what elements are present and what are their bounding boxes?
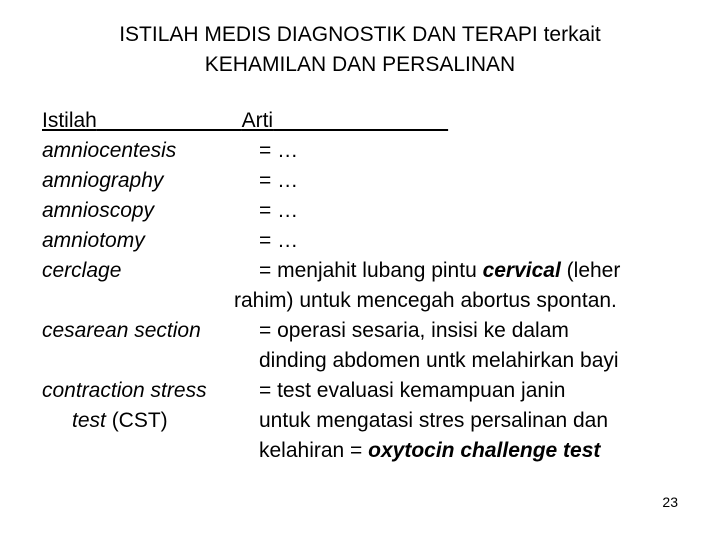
term-amniocentesis: amniocentesis (42, 139, 177, 162)
definition-cerclage-line-1 (259, 256, 620, 286)
term-amniography: amniography (42, 169, 164, 192)
slide-title (0, 20, 720, 80)
definition-cst-line-3 (259, 436, 600, 466)
definition-cst-line-3-pre: kelahiran = (259, 439, 369, 462)
term-cst-test-word: test (72, 409, 106, 432)
definition-cerclage-bold: cervical (482, 259, 561, 282)
table-header (42, 106, 448, 136)
term-cerclage: cerclage (42, 259, 122, 282)
title-line-2: KEHAMILAN DAN PERSALINAN (204, 53, 516, 76)
definition-amniocentesis: = … (259, 139, 299, 162)
term-cesarean-section: cesarean section (42, 319, 201, 342)
definition-amniography: = … (259, 169, 299, 192)
term-contraction-stress-line-1: contraction stress (42, 379, 207, 402)
definition-cst-line-3-bold: oxytocin challenge test (368, 439, 601, 462)
definition-cesarean-line-2: dinding abdomen untk melahirkan bayi (259, 349, 619, 372)
header-meaning-label: Arti (241, 109, 274, 132)
definition-cerclage-post: (leher (560, 259, 621, 282)
definition-cerclage-line-2: rahim) untuk mencegah abortus spontan. (234, 289, 617, 312)
term-cst-abbrev: (CST) (105, 409, 168, 432)
term-amniotomy: amniotomy (42, 229, 145, 252)
definition-cerclage-pre: = menjahit lubang pintu (259, 259, 483, 282)
definition-cst-line-2: untuk mengatasi stres persalinan dan (259, 409, 609, 432)
term-contraction-stress-line-2 (72, 406, 168, 436)
term-amnioscopy: amnioscopy (42, 199, 155, 222)
page-number: 23 (662, 494, 678, 510)
definition-amnioscopy: = … (259, 199, 299, 222)
definition-amniotomy: = … (259, 229, 299, 252)
definition-cst-line-1: = test evaluasi kemampuan janin (259, 379, 566, 402)
definition-cesarean-line-1: = operasi sesaria, insisi ke dalam (259, 319, 569, 342)
title-line-1: ISTILAH MEDIS DIAGNOSTIK DAN TERAPI terkait (119, 23, 601, 46)
header-term-label: Istilah (42, 109, 97, 132)
